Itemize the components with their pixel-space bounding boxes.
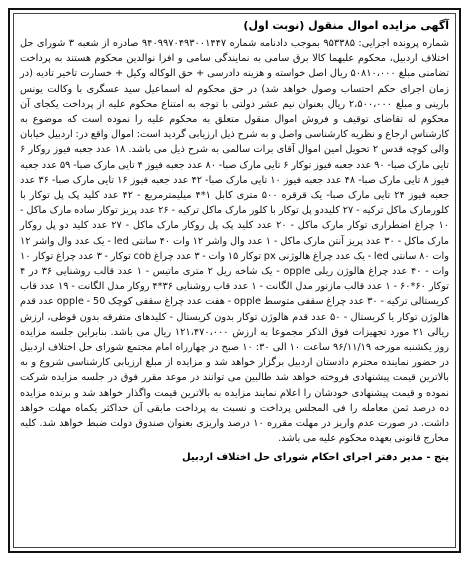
notice-signature: ینج - مدیر دفتر اجرای احکام شورای حل اختلاف اردبیل xyxy=(181,452,449,464)
notice-title: آگهی مزایده اموال منقول (نوبت اول) xyxy=(243,19,449,32)
notice-inner-border xyxy=(13,13,456,548)
notice-body: شماره پرونده اجرایی: ۹۵۳۳۸۵ بموجب دادنامه شماره ۹۴۰۹۹۷۰۴۹۳۰۰۱۴۴۷ صادره از شعبه ۳ شورای حل اختلاف اردبیل، محکوم علیهما کالا برق سامی به نمایندگی سامی و افرا نوالدین محکوم هستند به پرداخت تضامنی مبلغ ۵۰۸۱۰،۰۰۰ ریال اصل خواسته و هزینه دادرسی + حق الوکاله وکیل + خسارت تاخیر تادیه (در زمان اجرای حکم احتساب وصول خواهد شد) در حق محکوم له اسماعیل سید عسگری با وکالت یونس بارینی و مبلغ ۲،۵۰۰،۰۰۰ ریال بعنوان نیم عشر دولتی با توجه به امتناع محکوم علیه از پرداخت یکجای آن محکوم له تقاضای توقیف و فروش اموال منقول متعلق به محکوم علیه را نموده است که موضوع به کارشناس ارجاع و نظریه کارشناسی واصل و به شرح ذیل ارزیابی گردید است: اموال واقع در: اردبیل خیابان والی کوچه قدس ۲ تحویل امین اموال آقای برات سالمی به شرح ذیل می باشد. ۱۸ عدد جعبه فیوز روکار ۶ تایی مارک صبا- ۹۰ عدد جعبه فیوز توکار ۶ تایی مارک صبا- ۸۰ عدد جعبه فیوز ۴ تایی مارک صبا- ۵۹ عدد جعبه فیوز ۸ تایی مارک صبا- ۴۸ عدد جعبه فیوز ۱۰ تایی مارک صبا- ۴۲ عدد جعبه فیوز ۱۶ تایی مارک صبا- ۳۶ عدد جعبه فیوز ۲۴ تایی مارک صبا- یک قرقره ۵۰۰ متری کابل ۱*۴ میلیمترمربع - ۴۲ عدد کلید پک پل توکار با کلورمارک ماکل ترکیه - ۲۷ کلیددو پل توکار با کلور مارک ماکل ترکیه - ۲۶ عدد پریز توکار ساده مارک ماکل - ۱۰ چراغ اضطراری توکار مارک ماکل - ۲۰ عدد کلید پک پل روکار مارک ماکل - ۲۷ عدد کلید دو پل روکار مارک ماکل - ۳۰ عدد پریز آنتن مارک ماکل - ۱ عدد وال واشر ۱۲ وات ۴۰ سانتی led - یک عدد وال واشر ۱۲ وات ۸۰ سانتی led - یک عدد چراغ هالوژنی px توکار ۱۵ وات - ۳ عدد چراغ cob توکار - ۳ عدد چراغ توکار ۱۰ وات - ۴۰ عدد چراغ هالوژن ریلی opple - یک شاخه ریل ۲ متری ماتیس - ۱ عدد قالب روشنایی ۳۶ در ۴ توکار ۶۰*۶۰ - ۱ عدد قالب مازنور مدل الگانت - ۱ عدد قاب روشنایی ۳۶*۴ روکار مدل الگانت - ۱۹ عدد قاب کریستالی ترکیه - ۳۰ عدد چراغ سقفی متوسط opple - هفت عدد چراغ سقفی کوچک 50 - opple عدد قدم هالوژن توکار یا کریستال - ۵۰ عدد قدم هالوژن توکار بدون کریستال - کلیدهای متفرقه بدون قوطی، ارزش ریالی ۲۱ مورد تجهیزات فوق الذکر مجموعا به ارزش ۱۲۱،۴۷۰،۰۰۰ ریال می باشد. بنابراین جلسه مزایده روز یکشنبه مورخه ۹۶/۱۱/۱۹ ساعت ۱۰ الی ۳۰: ۱۰ صبح در چهارراه امام مجتمع شورای حل اختلاف اردبیل در حضور نماینده محترم دادستان اردبیل برگزار خواهد شد و مزایده از مبلغ ارزیابی کارشناسی شروع و به بالاترین قیمت پیشنهادی فروخته خواهد شد طالبین می توانند در موعد مقرر فوق در جلسه مزایده شرکت نموده و قیمت پیشنهادی خودشان را اعلام نمایند مزایده به بالاترین قیمت واگذار خواهد شد و برنده مزایده ده درصد ثمن معامله را فی المجلس پرداخت و نسبت به پرداخت مابقی آن حداکثر یکماه مهلت خواهد داشت. در صورت عدم واریز در مهلت مقرره ۱۰ درصد واریزی بعنوان صندوق دولت ضبط خواهد شد. کلیه مخارج قانونی بعهده محکوم علیه می باشد. xyxy=(20,38,450,445)
notice-frame xyxy=(8,8,461,553)
